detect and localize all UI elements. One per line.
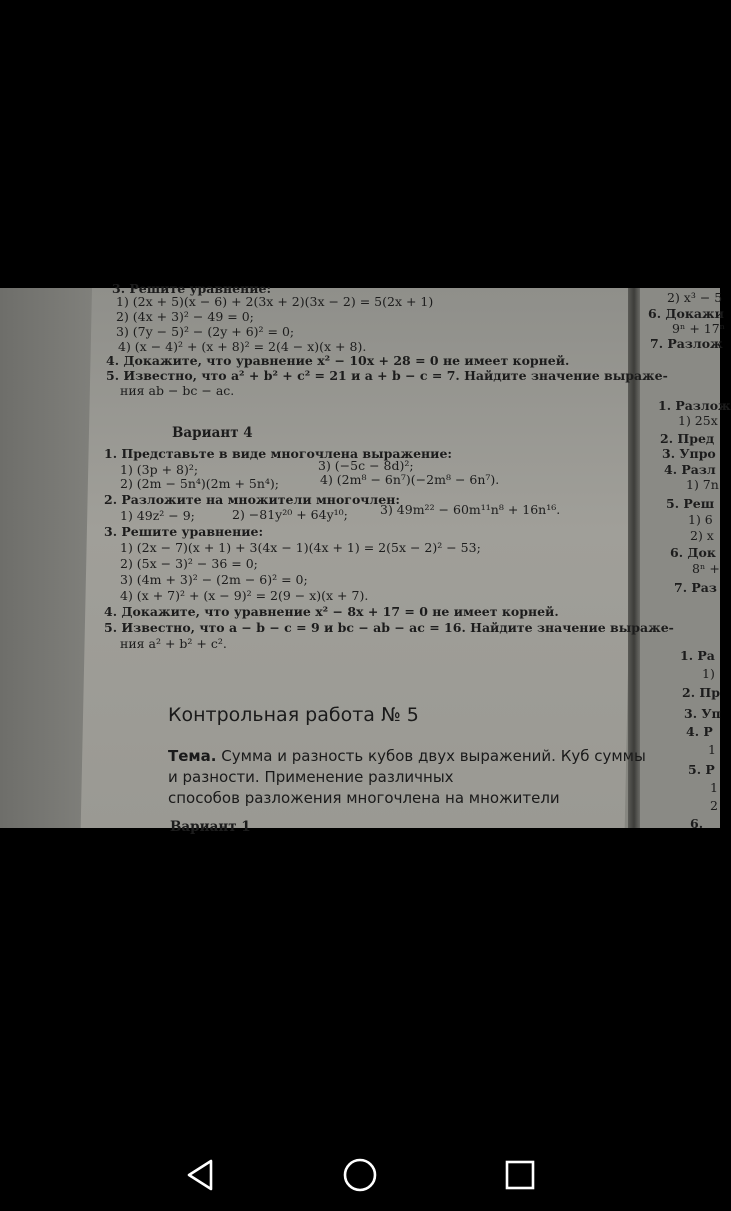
v4-task-3-eq4: 4) (x + 7)² + (x − 9)² = 2(9 − x)(x + 7). — [120, 588, 369, 603]
v4-task-2-item2: 2) −81y²⁰ + 64y¹⁰; — [232, 507, 348, 522]
right-frag: 1) 25x — [678, 413, 718, 428]
v4-task-1-item1: 1) (3p + 8)²; — [120, 462, 199, 477]
v4-task-3-eq3: 3) (4m + 3)² − (2m − 6)² = 0; — [120, 572, 308, 587]
right-frag: 2. Пр — [682, 685, 720, 700]
prev-task-5-cont: ния ab − bc − ac. — [120, 383, 235, 398]
prev-task-3-eq2: 2) (4x + 3)² − 49 = 0; — [116, 309, 254, 324]
v4-task-3: 3. Решите уравнение: — [104, 524, 264, 539]
home-button[interactable] — [338, 1155, 382, 1195]
right-frag: 1) — [702, 666, 715, 681]
right-frag: 7. Разлож — [650, 336, 723, 351]
v4-task-2-item3: 3) 49m²² − 60m¹¹n⁸ + 16n¹⁶. — [380, 502, 561, 517]
v4-task-2-item1: 1) 49z² − 9; — [120, 508, 195, 523]
home-circle-icon — [342, 1157, 378, 1193]
right-frag: 2. Пред — [660, 431, 715, 446]
theme-line3: способов разложения многочлена на множители — [168, 789, 560, 807]
v4-task-5: 5. Известно, что a − b − c = 9 и bc − ab − ac = 16. Найдите значение выраже- — [104, 620, 674, 635]
section-heading: Контрольная работа № 5 — [168, 704, 419, 726]
v4-task-5-cont: ния a² + b² + c². — [120, 636, 227, 651]
book-photo — [0, 281, 731, 835]
theme-line2: и разности. Применение различных — [168, 768, 454, 786]
right-frag: 4. Разл — [664, 462, 716, 477]
right-frag: 7. Раз — [674, 580, 717, 595]
prev-task-4: 4. Докажите, что уравнение x² − 10x + 28 = 0 не имеет корней. — [106, 353, 570, 368]
right-frag: 2) x³ − 5 — [667, 290, 723, 305]
v4-task-1: 1. Представьте в виде многочлена выражение: — [104, 446, 453, 461]
recents-button[interactable] — [498, 1155, 542, 1195]
recents-square-icon — [504, 1159, 536, 1191]
right-frag: 1 — [710, 780, 718, 795]
right-frag: 2 — [710, 798, 718, 813]
back-triangle-icon — [185, 1158, 215, 1192]
right-frag: 3. Упро — [662, 446, 716, 461]
prev-task-3-eq1: 1) (2x + 5)(x − 6) + 2(3x + 2)(3x − 2) = 5(2x + 1) — [116, 294, 434, 309]
right-frag: 5. Р — [688, 762, 715, 777]
right-frag: 6. — [690, 816, 704, 831]
theme-label: Тема. — [168, 747, 217, 765]
theme-line1: Сумма и разность кубов двух выражений. Куб суммы — [221, 747, 646, 765]
v4-task-4: 4. Докажите, что уравнение x² − 8x + 17 = 0 не имеет корней. — [104, 604, 559, 619]
right-frag: 9ⁿ + 17ⁿ — [672, 321, 726, 336]
right-frag: 2) x — [690, 528, 714, 543]
prev-task-5: 5. Известно, что a² + b² + c² = 21 и a + b − c = 7. Найдите значение выраже- — [106, 368, 668, 383]
right-frag: 8ⁿ + — [692, 561, 720, 576]
v4-task-3-eq1: 1) (2x − 7)(x + 1) + 3(4x − 1)(4x + 1) = 2(5x − 2)² − 53; — [120, 540, 481, 555]
right-frag: 4. Р — [686, 724, 713, 739]
v4-task-1-item4: 4) (2m⁸ − 6n⁷)(−2m⁸ − 6n⁷). — [320, 472, 500, 487]
section-theme — [168, 746, 646, 766]
v4-task-3-eq2: 2) (5x − 3)² − 36 = 0; — [120, 556, 258, 571]
v4-task-2: 2. Разложите на множители многочлен: — [104, 492, 400, 507]
right-frag: 1 — [708, 742, 716, 757]
right-frag: 6. Док — [670, 545, 716, 560]
v4-task-1-item3: 3) (−5c − 8d)²; — [318, 458, 414, 473]
back-button[interactable] — [178, 1155, 222, 1195]
prev-task-3-eq3: 3) (7y − 5)² − (2y + 6)² = 0; — [116, 324, 295, 339]
right-frag: 5. Реш — [666, 496, 715, 511]
next-variant-title: Вариант 1 — [170, 819, 251, 835]
right-frag: 1. Ра — [680, 648, 715, 663]
right-frag: 6. Докажи — [648, 306, 724, 321]
right-frag: 3. Уп — [684, 706, 721, 721]
prev-task-3-title: 3. Решите уравнение: — [112, 281, 272, 296]
right-frag: 1) 7n — [686, 477, 719, 492]
right-frag: 1) 6 — [688, 512, 713, 527]
v4-task-1-item2: 2) (2m − 5n⁴)(2m + 5n⁴); — [120, 476, 280, 491]
right-frag: 1. Разлож — [658, 398, 731, 413]
variant-4-title: Вариант 4 — [172, 425, 253, 441]
prev-task-3-eq4: 4) (x − 4)² + (x + 8)² = 2(4 − x)(x + 8). — [118, 339, 367, 354]
